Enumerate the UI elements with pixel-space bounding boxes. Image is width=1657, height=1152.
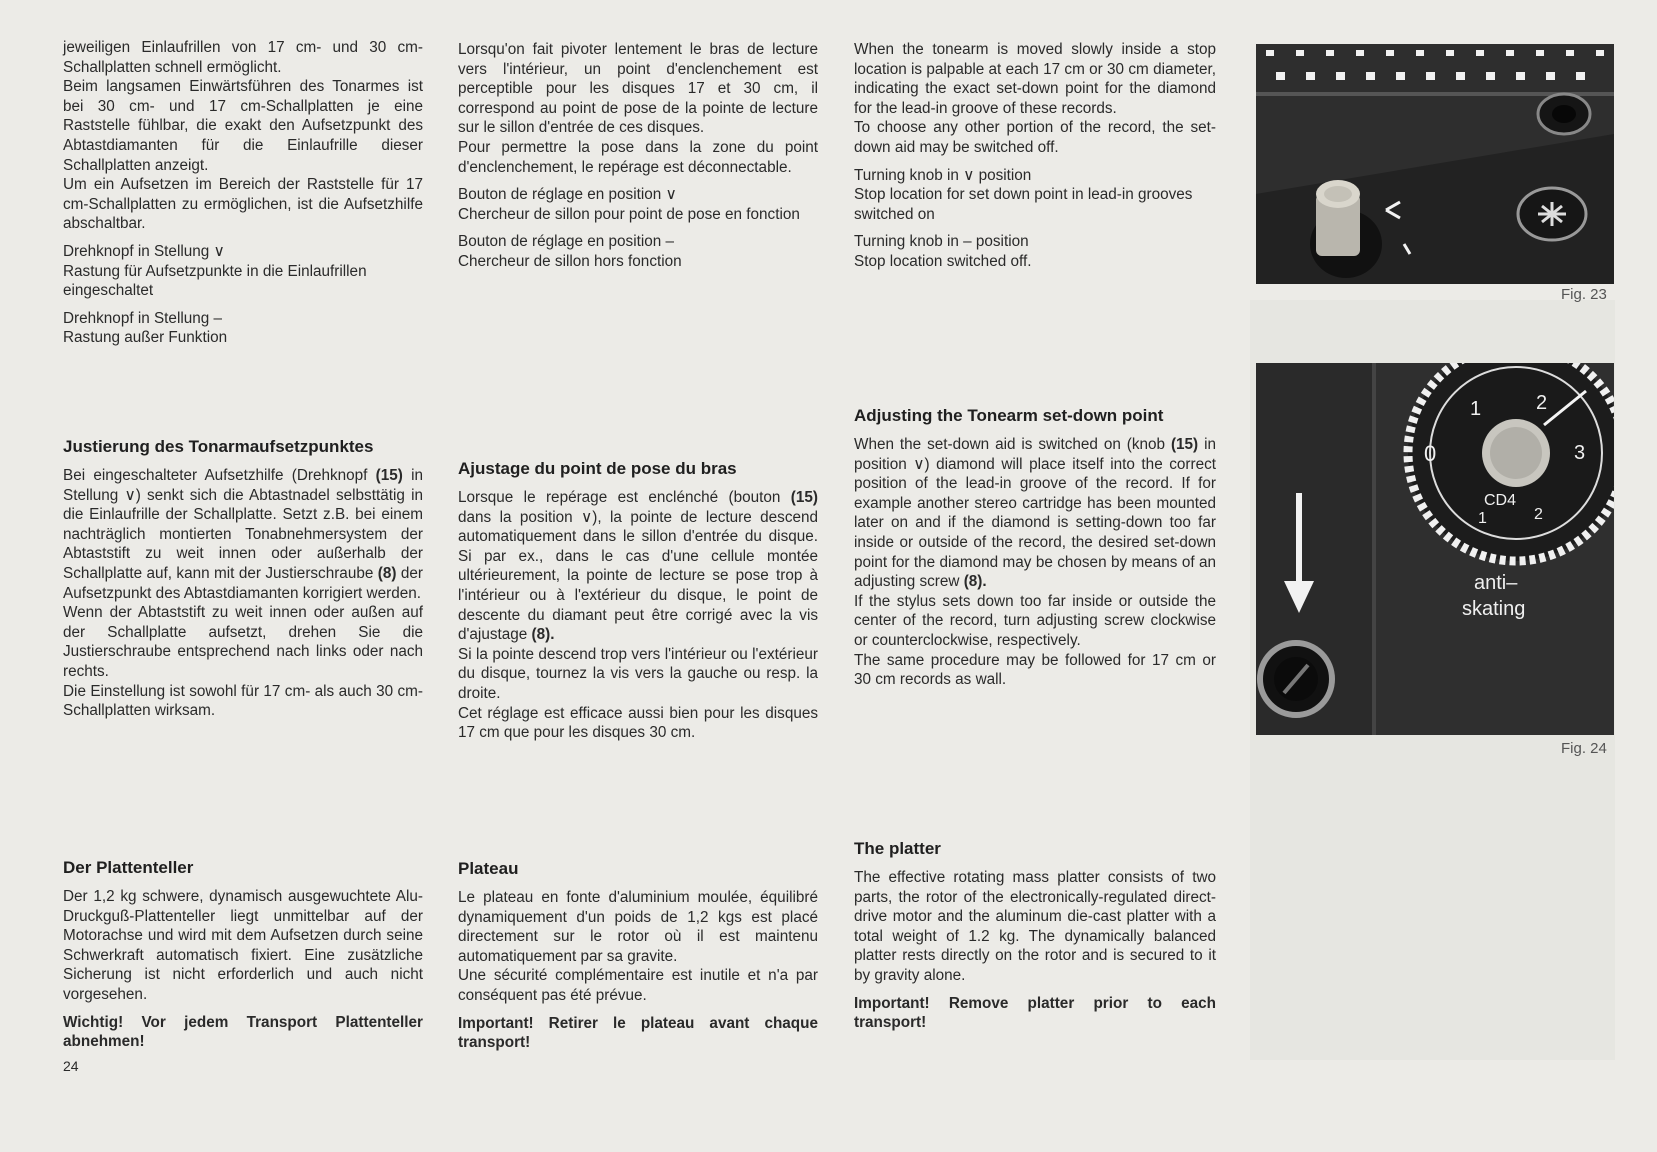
text-paragraph: Rastung außer Funktion (63, 329, 228, 347)
dial-lower-number: 1 (1478, 510, 1487, 527)
text-paragraph: To choose any other portion of the record, the set-down aid may be switched off. (854, 119, 1216, 156)
section-heading: Der Plattenteller (63, 858, 194, 877)
warning-text: Wichtig! Vor jedem Transport Plattenteller abnehmen! (63, 1013, 423, 1051)
warning-text: Important! Retirer le plateau avant chaque transport! (458, 1014, 818, 1052)
text-paragraph: Lorsqu'on fait pivoter lentement le bras de lecture vers l'intérieur, un point d'enclenchement est perceptible pour les disques 17 et 30 cm, il correspond au point de pose de la pointe de lecture sur le sillon d'entrée de ces disques. (458, 41, 818, 137)
text-paragraph: The same procedure may be followed for 17 cm or 30 cm records as wall. (854, 651, 1216, 689)
text-paragraph (63, 466, 423, 603)
section-heading: Justierung des Tonarmaufsetzpunktes (63, 437, 374, 456)
text-paragraph: Um ein Aufsetzen im Bereich der Raststelle für 17 cm-Schallplatten zu ermöglichen, ist die Aufsetzhilfe abschaltbar. (63, 176, 423, 233)
text-paragraph: Drehknopf in Stellung – (63, 309, 223, 327)
figure-23-photo (1256, 44, 1614, 284)
text-paragraph: Wenn der Abtaststift zu weit innen oder außen auf der Schallplatte aufsetzt, drehen Sie die Justierschraube entsprechend nach links oder nach rechts. (63, 604, 423, 680)
text-paragraph: Turning knob in – position (854, 233, 1029, 251)
reference-number: (15) (1170, 436, 1199, 453)
text-paragraph: Rastung für Aufsetzpunkte in die Einlaufrillen eingeschaltet (63, 262, 367, 300)
reference-number: (8). (531, 626, 555, 644)
text-paragraph: Turning knob in ∨ position (854, 166, 1032, 184)
text-paragraph: Der 1,2 kg schwere, dynamisch ausgewuchtete Alu-Druckguß-Plattenteller liegt unmittelbar auf der Motorachse und wird mit dem Aufsetzen durch seine Schwerkraft automatisch fixiert. Eine zusätzliche Sicherung ist nicht erforderlich und auch nicht vorgesehen. (63, 888, 423, 1003)
text-run: in position ∨) diamond will place itself into the correct position of the lead-in groove of the record. If for example another stereo cartridge has been mounted later on and if the diamond is setting-down too far inside or outside of the record, the desired set-down point for the diamond may be chosen by means of an adjusting screw (854, 436, 1216, 591)
text-paragraph (458, 488, 818, 645)
text-paragraph: The effective rotating mass platter consists of two parts, the rotor of the electronically-regulated direct-drive motor and the aluminum die-cast platter with a total weight of 1.2 kg. The dynamically balanced platter rests directly on the rotor and is secured to it by gravity alone. (854, 869, 1216, 984)
text-paragraph: Die Einstellung ist sowohl für 17 cm- als auch 30 cm-Schallplatten wirksam. (63, 682, 423, 720)
dial-number-1: 1 (1470, 398, 1482, 420)
text-paragraph (854, 435, 1216, 592)
page-number: 24 (63, 1058, 79, 1074)
warning-text: Important! Remove platter prior to each transport! (854, 994, 1216, 1032)
reference-number: (8) (377, 564, 397, 582)
text-run: in Stellung ∨) senkt sich die Abtastnadel selbsttätig in die Einlaufrille der Schallplatte. Setzt z.B. bei einem nachträglich montierten Tonabnehmersystem der Abtaststift zu weit innen oder außerhalb der Schallplatte auf, kann mit der Justierschraube (63, 467, 424, 582)
dial-number-3: 3 (1574, 442, 1586, 464)
dial-number-0: 0 (1424, 441, 1437, 466)
text-paragraph: Si la pointe descend trop vers l'intérieur ou l'extérieur du disque, tournez la vis vers la gauche ou resp. la droite. (458, 645, 818, 702)
text-paragraph: If the stylus sets down too far inside or outside the center of the record, turn adjusting screw clockwise or counterclockwise, respectively. (854, 592, 1216, 649)
text-run: Lorsque le repérage est enclénché (bouton (458, 489, 791, 506)
text-paragraph: Le plateau en fonte d'aluminium moulée, équilibré dynamiquement d'un poids de 1,2 kgs est placé directement sur le rotor où il est maintenu automatiquement par sa gravite. (458, 889, 818, 965)
text-paragraph: jeweiligen Einlaufrillen von 17 cm- und 30 cm-Schallplatten schnell ermöglicht. (63, 39, 423, 76)
text-paragraph: Drehknopf in Stellung ∨ (63, 242, 225, 260)
text-paragraph: Bouton de réglage en position – (458, 233, 675, 251)
figure-24-photo (1256, 363, 1614, 735)
dial-lower-number: 2 (1534, 506, 1543, 523)
text-paragraph: Stop location switched off. (854, 252, 1032, 270)
text-paragraph: Chercheur de sillon pour point de pose en fonction (458, 205, 800, 223)
text-run: Bei eingeschalteter Aufsetzhilfe (Drehknopf (63, 467, 376, 484)
text-paragraph: Beim langsamen Einwärtsführen des Tonarmes ist bei 30 cm- und 17 cm-Schallplatten je eine Raststelle fühlbar, die exakt den Aufsetzpunkt des Abtastdiamanten für die Einlaufrille dieser Schallplatten anzeigt. (63, 78, 423, 174)
arrow-shaft (1296, 493, 1302, 583)
reference-number: (15) (790, 489, 818, 506)
section-heading: Ajustage du point de pose du bras (458, 459, 737, 478)
text-run: dans la position ∨), la pointe de lecture descend automatiquement dans le sillon d'entrée du disque. Si par ex., dans le cas d'une cellule montée ultérieurement, la pointe de lecture se pose trop à l'intérieur ou à l'extérieur du disque, le point de descente du diamant peut être corrigé avec la vis d'ajustage (458, 508, 818, 644)
text-paragraph: When the tonearm is moved slowly inside a stop location is palpable at each 17 cm or 30 cm diameter, indicating the exact set-down point for the diamond for the lead-in groove of these records. (854, 41, 1216, 117)
antiskating-label-1: anti– (1474, 572, 1518, 594)
text-paragraph: Stop location for set down point in lead-in grooves switched on (854, 186, 1193, 223)
reference-number: (8). (963, 573, 987, 591)
figure-23-caption: Fig. 23 (1561, 286, 1607, 303)
section-heading: Plateau (458, 859, 519, 878)
section-heading: The platter (854, 839, 941, 858)
section-heading: Adjusting the Tonearm set-down point (854, 406, 1164, 425)
turntable-knob-illustration (1256, 44, 1614, 284)
reference-number: (15) (375, 467, 403, 484)
antiskating-label-2: skating (1462, 598, 1526, 620)
text-paragraph: Cet réglage est efficace aussi bien pour les disques 17 cm que pour les disques 30 cm. (458, 704, 818, 742)
figure-24-caption: Fig. 24 (1561, 740, 1607, 757)
dial-label: CD4 (1484, 492, 1517, 509)
text-paragraph: Bouton de réglage en position ∨ (458, 186, 677, 204)
text-paragraph: Chercheur de sillon hors fonction (458, 252, 682, 270)
text-run: When the set-down aid is switched on (knob (854, 436, 1171, 453)
dial-number-2: 2 (1536, 392, 1548, 414)
text-run: der Aufsetzpunkt des Abtastdiamanten korrigiert werden. (63, 564, 423, 602)
antiskating-dial-illustration (1256, 363, 1614, 735)
text-paragraph: Pour permettre la pose dans la zone du point d'enclenchement, le repérage est déconnectable. (458, 138, 818, 176)
text-paragraph: Une sécurité complémentaire est inutile et n'a par conséquent pas été prévue. (458, 967, 818, 1004)
